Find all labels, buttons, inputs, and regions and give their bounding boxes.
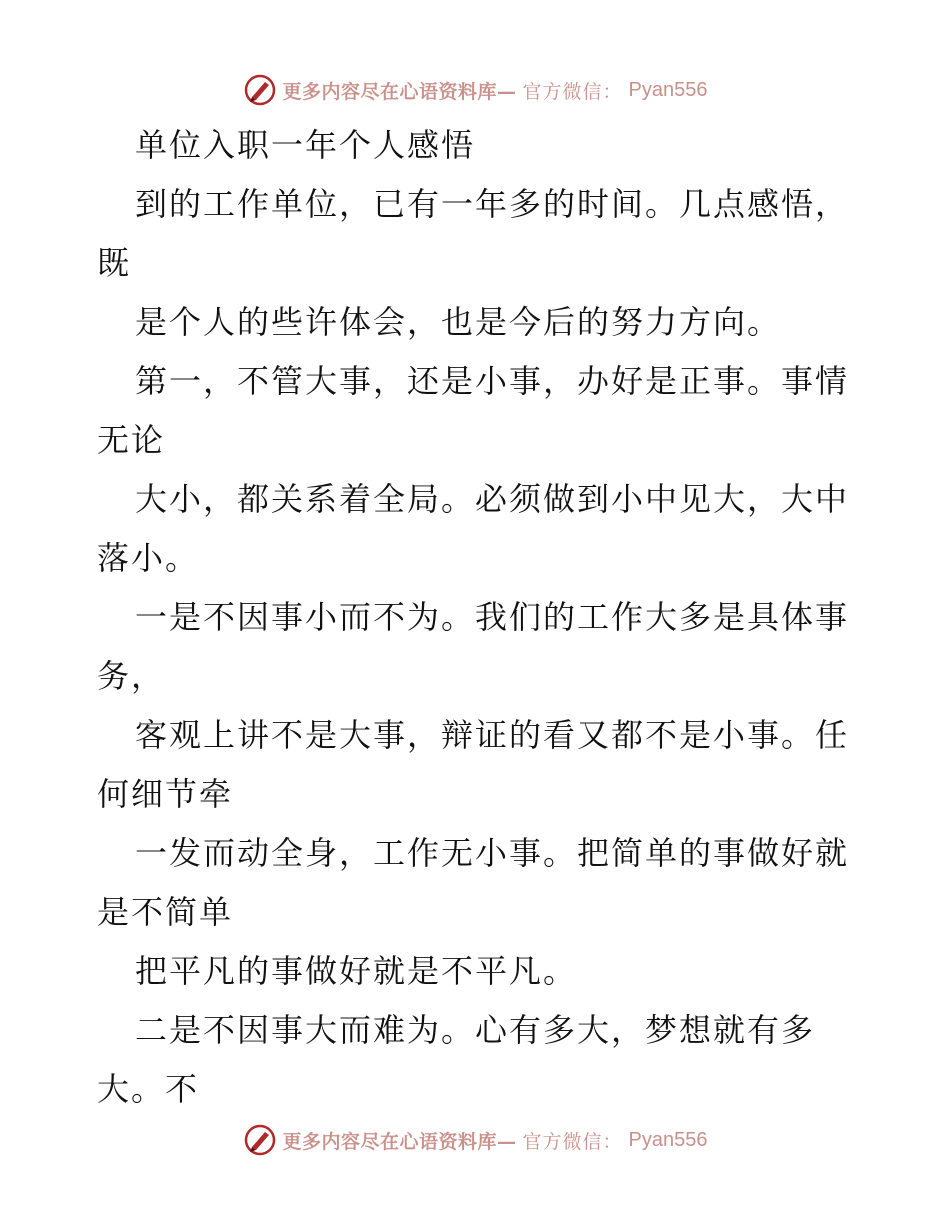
- text-line: 落小。: [97, 539, 200, 577]
- text-line: 何细节牵: [97, 775, 234, 813]
- pen-logo-icon: [243, 73, 277, 107]
- text-line: 是不简单: [97, 893, 234, 931]
- footer-banner: [0, 1120, 950, 1160]
- text-line: 大。不: [97, 1070, 200, 1108]
- text-line: 是个人的些许体会，也是今后的努力方向。: [135, 303, 782, 341]
- text-line: 客观上讲不是大事，辩证的看又都不是小事。任: [135, 716, 850, 754]
- document-title: 单位入职一年个人感悟: [135, 126, 476, 164]
- text-line: 把平凡的事做好就是不平凡。: [135, 952, 578, 990]
- text-line: 一发而动全身，工作无小事。把简单的事做好就: [135, 834, 850, 872]
- text-line: 既: [97, 244, 132, 282]
- pen-logo-icon: [243, 1123, 277, 1157]
- text-line: 务，: [97, 657, 166, 695]
- header-wechat-handle: Pyan556: [628, 78, 708, 101]
- text-line: 一是不因事小而不为。我们的工作大多是具体事: [135, 598, 850, 636]
- header-wechat-label: 官方微信：: [522, 80, 623, 103]
- footer-brand-text: 更多内容尽在心语资料库—: [282, 1130, 517, 1153]
- document-body: [97, 116, 857, 1119]
- footer-wechat-handle: Pyan556: [628, 1128, 708, 1151]
- text-line: 二是不因事大而难为。心有多大，梦想就有多: [135, 1011, 816, 1049]
- header-banner: [0, 70, 950, 110]
- text-line: 到的工作单位，已有一年多的时间。几点感悟，: [135, 185, 850, 223]
- header-brand-text: 更多内容尽在心语资料库—: [282, 80, 517, 103]
- text-line: 大小，都关系着全局。必须做到小中见大，大中: [135, 480, 850, 518]
- footer-wechat-label: 官方微信：: [522, 1130, 623, 1153]
- text-line: 无论: [97, 421, 166, 459]
- text-line: 第一，不管大事，还是小事，办好是正事。事情: [135, 362, 850, 400]
